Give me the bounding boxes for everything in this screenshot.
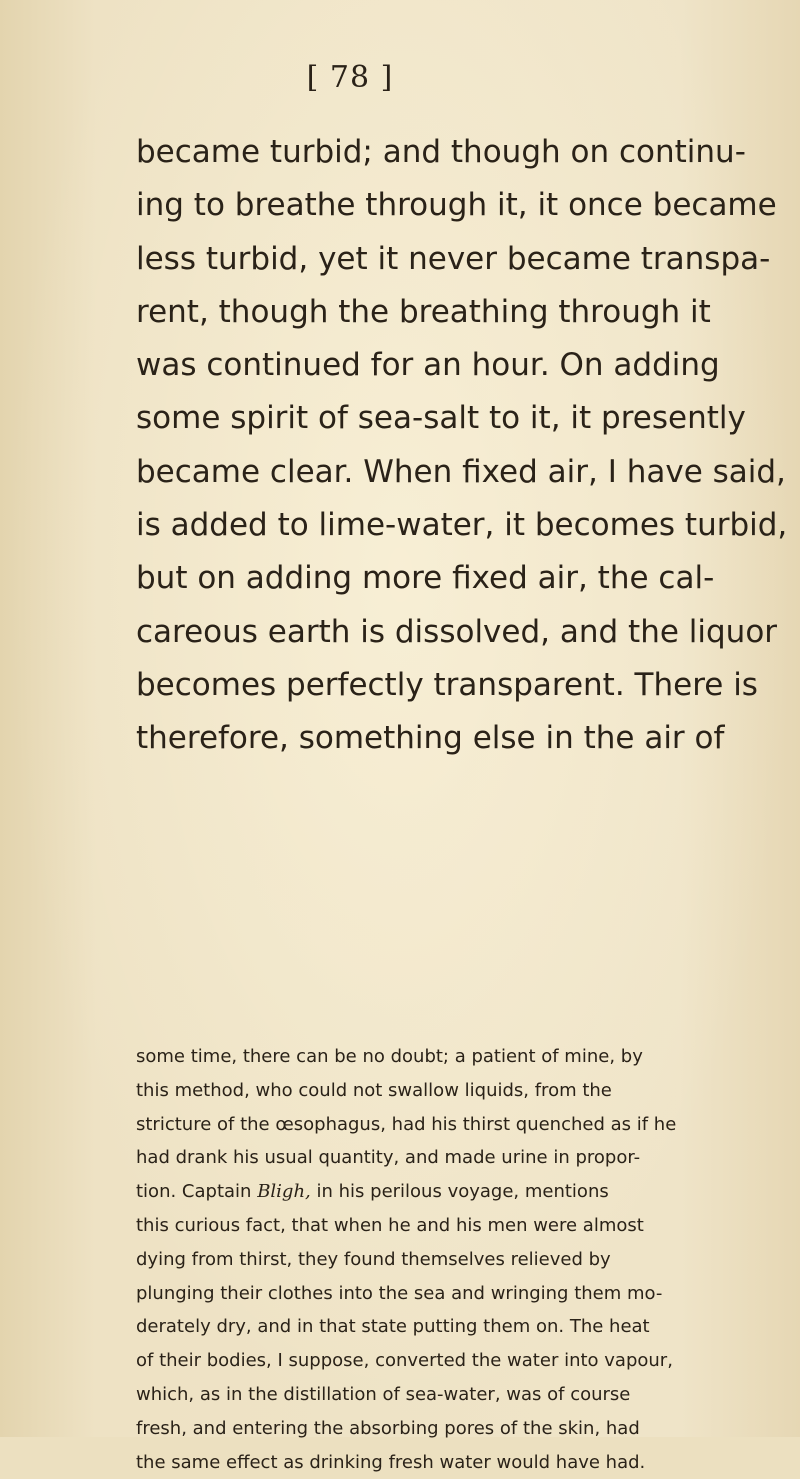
main-text-line: careous earth is dissolved, and the liquor [136, 613, 778, 650]
footnote-line: dying from thirst, they found themselves relieved by [136, 1248, 611, 1270]
footnote-italic-name: Bligh, [257, 1181, 311, 1203]
footnote-line: the same effect as drinking fresh water would have had. [136, 1451, 646, 1473]
footnote-line: plunging their clothes into the sea and wringing them mo- [136, 1282, 663, 1304]
footnote-line: of their bodies, I suppose, converted the water into vapour, [136, 1350, 673, 1372]
footnote-line: which, as in the distillation of sea-water, was of course [136, 1383, 631, 1405]
main-text-line: therefore, something else in the air of [136, 720, 725, 757]
main-text-line: rent, though the breathing through it [136, 293, 711, 330]
main-text-line: but on adding more fixed air, the cal- [136, 560, 715, 597]
footnote-line: this curious fact, that when he and his men were almost [136, 1214, 644, 1236]
main-text-line: became clear. When fixed air, I have said, [136, 453, 786, 490]
footnote-line: this method, who could not swallow liquids, from the [136, 1079, 612, 1101]
footnote-line-mixed [136, 1175, 796, 1209]
page-number: [ 78 ] [306, 60, 394, 95]
main-text-line: became turbid; and though on continu- [136, 134, 746, 170]
main-text-line: becomes perfectly transparent. There is [136, 666, 758, 703]
main-text-line: is added to lime-water, it becomes turbid, [136, 507, 788, 544]
footnote-line: stricture of the œsophagus, had his thirst quenched as if he [136, 1113, 677, 1135]
main-text [136, 126, 796, 766]
footnote-text: tion. Captain [136, 1181, 252, 1203]
footnote [136, 1040, 796, 1479]
main-text-line: less turbid, yet it never became transpa- [136, 240, 771, 277]
main-text-line: ing to breathe through it, it once became [136, 187, 777, 224]
main-text-line: was continued for an hour. On adding [136, 347, 720, 384]
footnote-line: some time, there can be no doubt; a patient of mine, by [136, 1046, 643, 1067]
footnote-text: in his perilous voyage, mentions [316, 1181, 609, 1203]
footnote-line: fresh, and entering the absorbing pores of the skin, had [136, 1417, 640, 1439]
footnote-line: had drank his usual quantity, and made urine in propor- [136, 1147, 641, 1169]
footnote-line: derately dry, and in that state putting them on. The heat [136, 1316, 650, 1338]
main-text-line: some spirit of sea-salt to it, it presently [136, 400, 746, 437]
